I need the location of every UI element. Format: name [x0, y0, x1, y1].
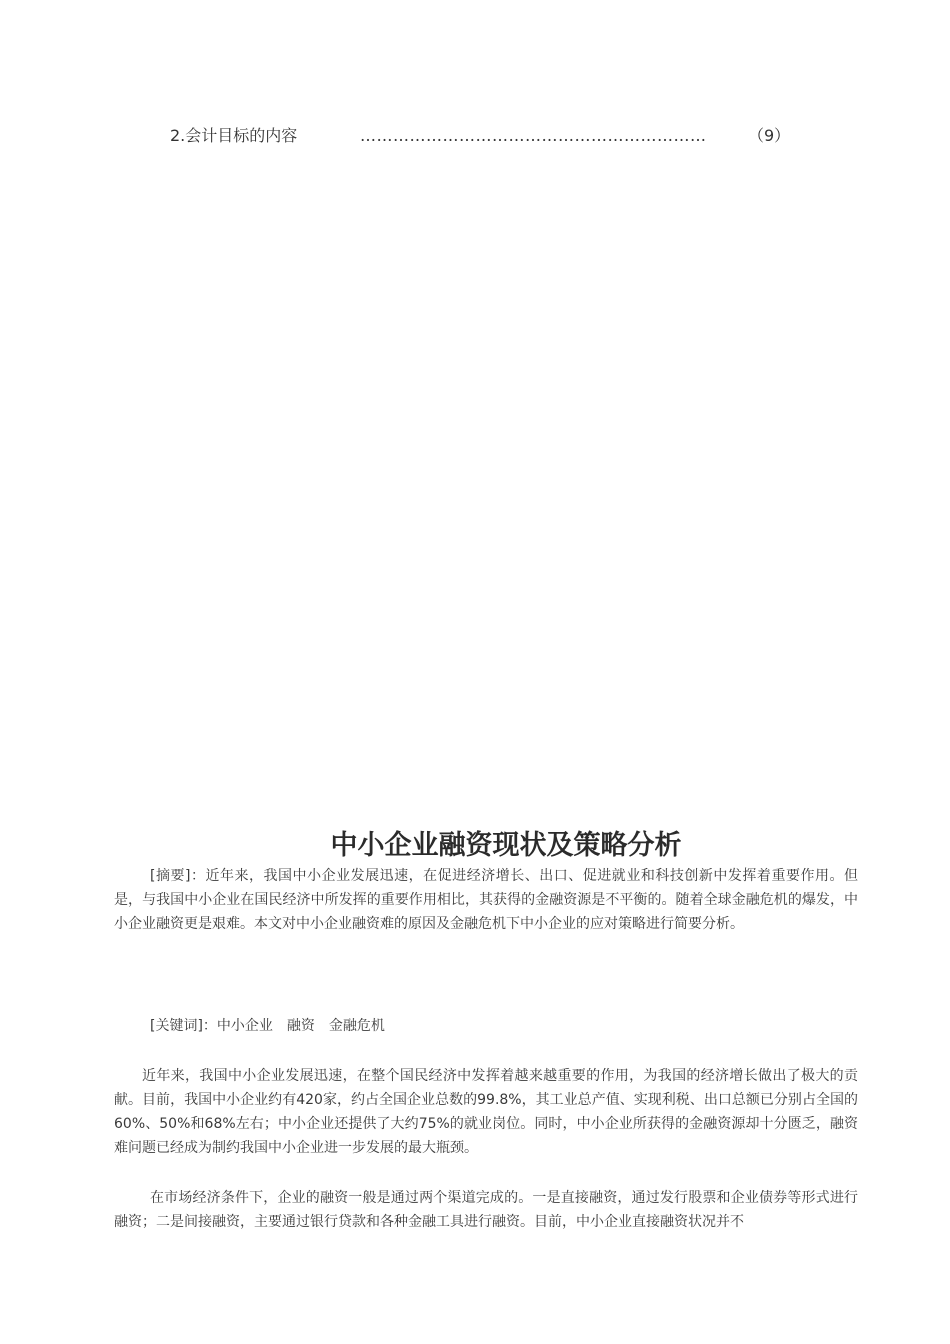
keywords-line: [关键词]：中小企业 融资 金融危机 — [150, 1018, 385, 1034]
toc-entry-label: 2.会计目标的内容 — [170, 126, 298, 145]
toc-page-number: （9） — [748, 126, 791, 145]
body-paragraph: 近年来，我国中小企业发展迅速，在整个国民经济中发挥着越来越重要的作用，为我国的经济增长做出了极大的贡献。目前，我国中小企业约有420家，约占全国企业总数的99.8%，其工业总产值、实现利税、出口总额已分别占全国的60%、50%和68%左右；中小企业还提供了大约75%的就业岗位。同时，中小企业所获得的金融资源却十分匮乏，融资难问题已经成为制约我国中小企业进一步发展的最大瓶颈。 — [114, 1068, 858, 1156]
abstract-paragraph: [摘要]：近年来，我国中小企业发展迅速，在促进经济增长、出口、促进就业和科技创新中发挥着重要作用。但是，与我国中小企业在国民经济中所发挥的重要作用相比，其获得的金融资源是不平衡的。随着全球金融危机的爆发，中小企业融资更是艰难。本文对中小企业融资难的原因及金融危机下中小企业的应对策略进行简要分析。 — [114, 868, 858, 932]
body-paragraph: 在市场经济条件下，企业的融资一般是通过两个渠道完成的。一是直接融资，通过发行股票和企业债券等形式进行融资；二是间接融资，主要通过银行贷款和各种金融工具进行融资。目前，中小企业直接融资状况并不 — [114, 1190, 858, 1230]
toc-entry — [170, 124, 810, 148]
toc-leader-dots: ……………………………………………………… — [360, 126, 707, 145]
document-title: 中小企业融资现状及策略分析 — [330, 830, 682, 861]
